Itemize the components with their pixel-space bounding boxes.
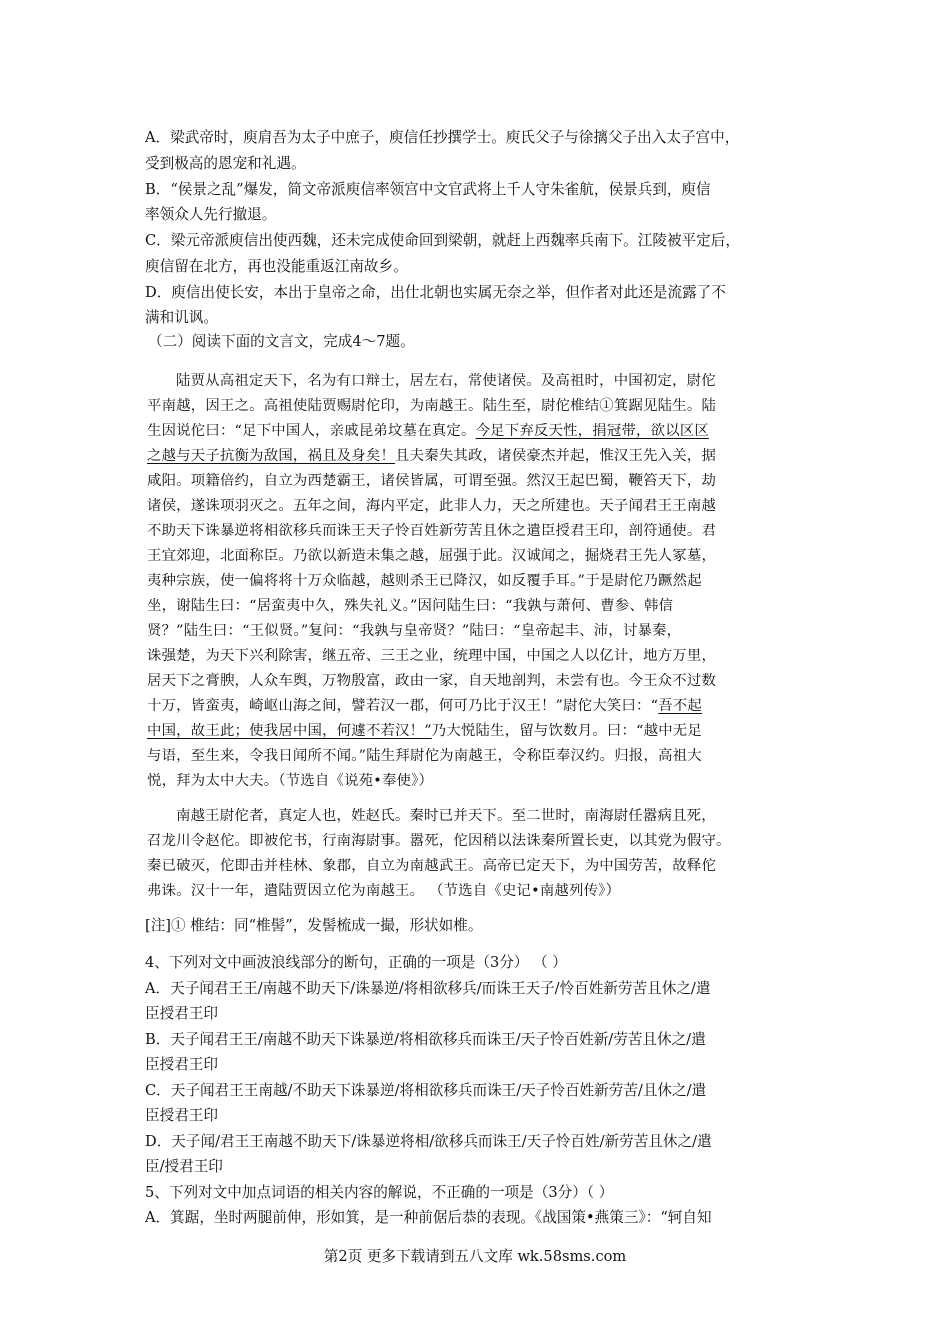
passage2-line: 秦已破灭，佗即击并桂林、象郡，自立为南越武王。高帝已定天下，为中国劳苦，故释佗 bbox=[147, 858, 717, 874]
passage1-line: 不助天下诛暴逆将相欲移兵而诛王天子怜百姓新劳苦且休之遣臣授君王印，剖符通使。君 bbox=[147, 523, 717, 539]
option-a-line-2: 受到极高的恩宠和礼遇。 bbox=[145, 155, 306, 172]
q5-option-a-line-1: A．箕踞，坐时两腿前伸，形如箕，是一种前倨后恭的表现。《战国策•燕策三》：“轲自知 bbox=[145, 1209, 712, 1226]
option-b-line-1: B．“侯景之乱”爆发，简文帝派庾信率领宫中文官武将上千人守朱雀航，侯景兵到，庾信 bbox=[145, 181, 711, 198]
option-c-line-1: C．梁元帝派庾信出使西魏，还未完成使命回到梁朝，就赶上西魏率兵南下。江陵被平定后， bbox=[145, 232, 740, 249]
page-footer: 第2页 更多下载请到五八文库 wk.58sms.com bbox=[323, 1248, 627, 1265]
passage1-line: 坐，谢陆生曰：“居蛮夷中久，殊失礼义。”因问陆生曰：“我孰与萧何、曹参、韩信 bbox=[147, 598, 674, 614]
question-5-stem: 5、下列对文中加点词语的相关内容的解说，不正确的一项是（3分）（ ） bbox=[145, 1184, 614, 1201]
option-a-line-1: A．梁武帝时，庾肩吾为太子中庶子，庾信任抄撰学士。庾氏父子与徐摛父子出入太子宫中， bbox=[145, 129, 740, 146]
section-heading: （二）阅读下面的文言文，完成4～7题。 bbox=[148, 333, 415, 350]
passage1-line: 王宜郊迎，北面称臣。乃欲以新造未集之越，屈强于此。汉诚闻之，掘烧君王先人冢墓， bbox=[147, 548, 717, 564]
q4-option-b-line-1: B．天子闻君王王/南越不助天下诛暴逆/将相欲移兵而诛王/天子怜百姓新/劳苦且休之/遣 bbox=[145, 1031, 706, 1048]
passage1-line: 悦，拜为太中大夫。（节选自《说苑•奉使》） bbox=[147, 773, 434, 789]
question-4-stem: 4、下列对文中画波浪线部分的断句，正确的一项是（3分） （ ） bbox=[145, 954, 567, 971]
footnote: [注]① 椎结：同“椎髻”，发髻梳成一撮，形状如椎。 bbox=[145, 917, 483, 934]
passage1-line: 夷种宗族，使一偏将将十万众临越，越则杀王已降汉，如反覆手耳。”于是尉佗乃蹶然起 bbox=[147, 573, 702, 589]
passage1-line: 诛强楚，为天下兴利除害，继五帝、三王之业，统理中国，中国之人以亿计，地方万里， bbox=[147, 648, 717, 664]
passage1-line: 中国，故王此；使我居中国，何遽不若汉！”乃大悦陆生，留与饮数月。曰：“越中无足 bbox=[147, 723, 702, 739]
passage1-line: 平南越，因王之。高祖使陆贾赐尉佗印，为南越王。陆生至，尉佗椎结①箕踞见陆生。陆 bbox=[147, 398, 717, 414]
underlined-text: 今足下弃反天性，捐冠带，欲以区区 bbox=[475, 423, 710, 439]
passage1-line: 咸阳。项籍倍约，自立为西楚霸王，诸侯皆属，可谓至强。然汉王起巴蜀，鞭笞天下，劫 bbox=[147, 473, 717, 489]
option-b-line-2: 率领众人先行撤退。 bbox=[145, 206, 277, 223]
passage2-line: 召龙川令赵佗。即被佗书，行南海尉事。嚣死，佗因稍以法诛秦所置长吏，以其党为假守。 bbox=[147, 833, 731, 849]
q4-option-a-line-2: 臣授君王印 bbox=[145, 1005, 218, 1022]
option-d-line-2: 满和讥讽。 bbox=[145, 309, 218, 326]
q4-option-a-line-1: A．天子闻君王王/南越不助天下/诛暴逆/将相欲移兵/而诛王天子/怜百姓新劳苦且休之/遣 bbox=[145, 980, 711, 997]
q4-option-c-line-1: C．天子闻君王王南越/不助天下诛暴逆/将相欲移兵而诛王/天子怜百姓新劳苦/且休之/遣 bbox=[145, 1082, 707, 1099]
passage1-line: 生因说佗曰：“足下中国人，亲戚昆弟坟墓在真定。今足下弃反天性，捐冠带，欲以区区 bbox=[147, 423, 710, 439]
option-c-line-2: 庾信留在北方，再也没能重返江南故乡。 bbox=[145, 258, 408, 275]
q4-option-d-line-1: D．天子闻/君王王南越不助天下/诛暴逆将相/欲移兵而诛王/天子怜百姓/新劳苦且休之/遣 bbox=[145, 1133, 712, 1150]
option-d-line-1: D．庾信出使长安，本出于皇帝之命，出仕北朝也实属无奈之举，但作者对此还是流露了不 bbox=[145, 284, 726, 301]
passage1-line: 居天下之膏腴，人众车舆，万物殷富，政由一家，自天地剖判，未尝有也。今王众不过数 bbox=[147, 673, 717, 689]
passage2-line: 弗诛。汉十一年，遣陆贾因立佗为南越王。 （节选自《史记•南越列传》） bbox=[147, 883, 621, 899]
q4-option-b-line-2: 臣授君王印 bbox=[145, 1056, 218, 1073]
underlined-text: 中国，故王此；使我居中国，何遽不若汉！” bbox=[147, 723, 432, 739]
underlined-text: 之越与天子抗衡为敌国，祸且及身矣！ bbox=[147, 448, 396, 464]
underlined-text: 吾不起 bbox=[658, 698, 702, 714]
passage1-line: 贤？”陆生曰：“王似贤。”复问：“我孰与皇帝贤？”陆曰：“皇帝起丰、沛，讨暴秦， bbox=[147, 623, 682, 639]
passage1-line: 十万，皆蛮夷，崎岖山海之间，譬若汉一郡，何可乃比于汉王！”尉佗大笑曰：“吾不起 bbox=[147, 698, 702, 714]
passage2-line: 南越王尉佗者，真定人也，姓赵氏。秦时已并天下。至二世时，南海尉任嚣病且死， bbox=[176, 808, 716, 824]
passage1-line: 诸侯，遂诛项羽灭之。五年之间，海内平定，此非人力，天之所建也。天子闻君王王南越 bbox=[147, 498, 717, 514]
passage1-line: 之越与天子抗衡为敌国，祸且及身矣！且夫秦失其政，诸侯豪杰并起，惟汉王先入关，据 bbox=[147, 448, 717, 464]
passage1-line: 陆贾从高祖定天下，名为有口辩士，居左右，常使诸侯。及高祖时，中国初定，尉佗 bbox=[176, 373, 716, 389]
passage1-line: 与语，至生来，令我日闻所不闻。”陆生拜尉佗为南越王，令称臣奉汉约。归报，高祖大 bbox=[147, 748, 702, 764]
q4-option-c-line-2: 臣授君王印 bbox=[145, 1107, 218, 1124]
q4-option-d-line-2: 臣/授君王印 bbox=[145, 1158, 223, 1175]
